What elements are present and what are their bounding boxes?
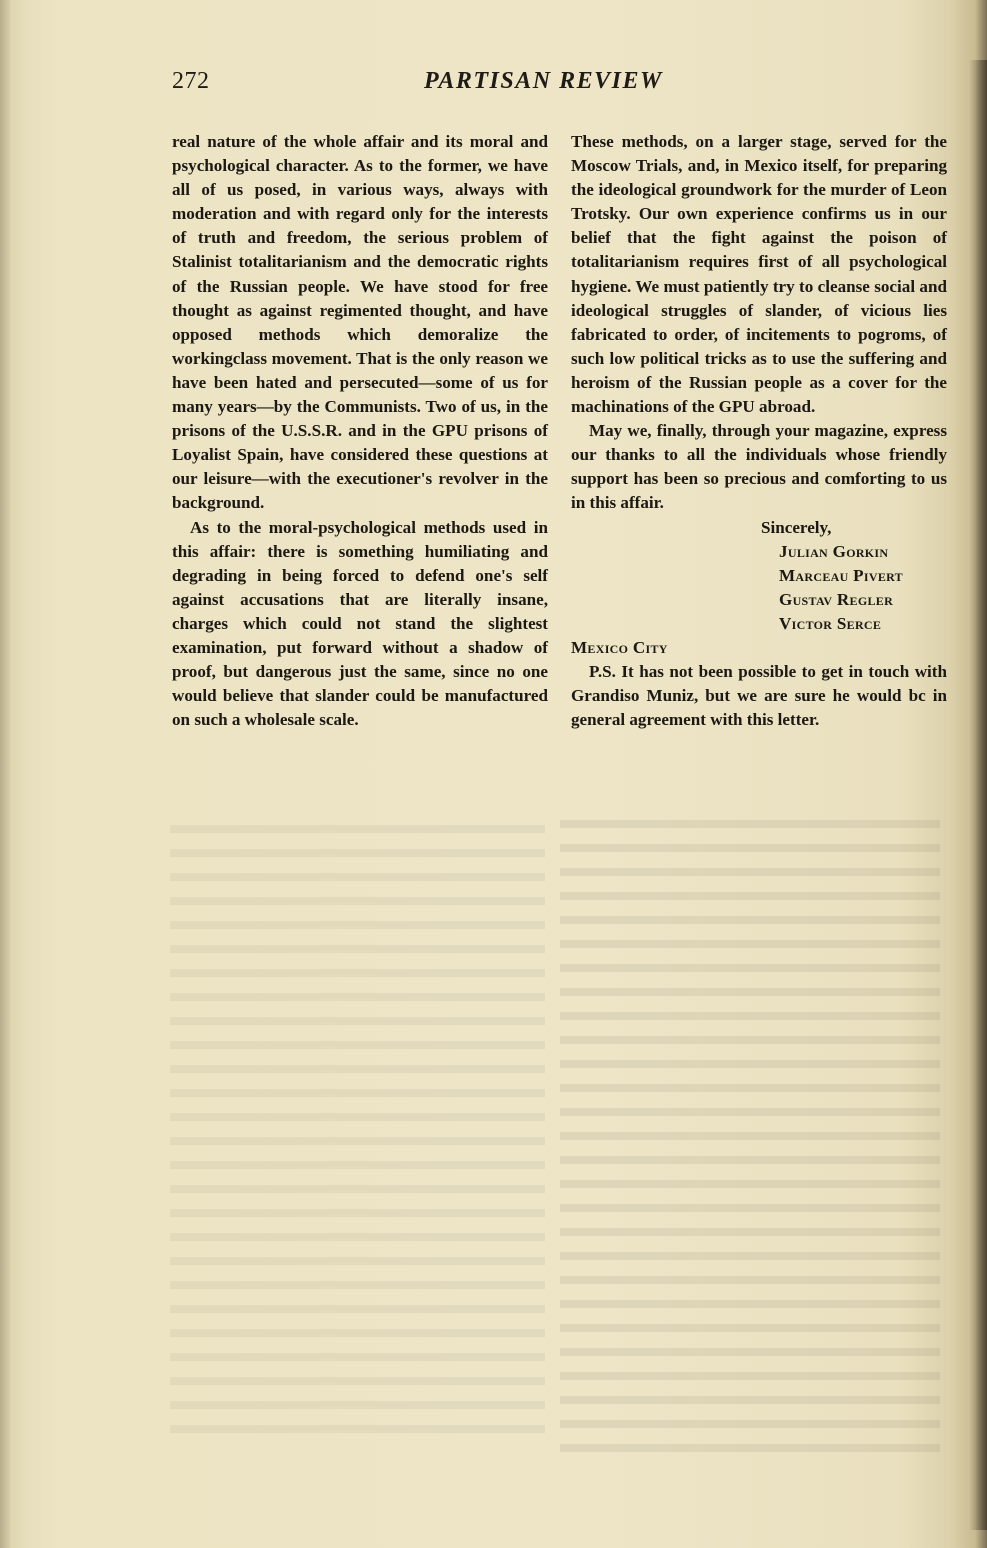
postscript: P.S. It has not been possible to get in touch with Grandiso Muniz, but we are sure he would bc in general agreement with this letter.	[571, 662, 947, 730]
signer-name: Gustav Regler	[779, 589, 894, 609]
binding-edge	[0, 0, 10, 1548]
running-title: PARTISAN REVIEW	[424, 68, 663, 94]
right-column	[571, 130, 947, 732]
signer-name: Victor Serce	[779, 613, 882, 633]
left-paragraph-2: As to the moral-psychological methods used in this affair: there is something humiliating and degrading in being forced to defend one's self against accusations that are literally insane, charges which could not stand the slightest examination, put forward without a shadow of proof, but dangerous just the same, since no one would believe that slander could be manufactured on such a wholesale scale.	[172, 517, 548, 730]
page-header	[172, 68, 957, 108]
page-number: 272	[172, 68, 210, 94]
dateline: Mexico City	[571, 637, 668, 657]
left-column	[172, 130, 548, 732]
signer-name: Marceau Pivert	[779, 565, 903, 585]
show-through-right	[560, 820, 940, 1460]
signer-name: Julian Gorkin	[779, 541, 889, 561]
right-paragraph-2: May we, finally, through your magazine, express our thanks to all the individuals whose friendly support has been so precious and comforting to us in this affair.	[571, 421, 947, 513]
left-paragraph-1: real nature of the whole affair and its moral and psychological character. As to the former, we have all of us posed, in various ways, always with moderation and with regard only for the interests of truth and freedom, the serious problem of Stalinist totalitarianism and the democratic rights of the Russian people. We have stood for free thought as against regimented thought, and have opposed methods which demoralize the workingclass movement. That is the only reason we have been hated and persecuted—some of us for many years—by the Communists. Two of us, in the prisons of the U.S.S.R. and in the GPU prisons of Loyalist Spain, have considered these questions at our leisure—with the executioner's revolver in the background.	[172, 132, 548, 513]
closing-salutation: Sincerely,	[761, 517, 832, 537]
page-curl-shadow	[969, 60, 987, 1530]
show-through-left	[170, 825, 545, 1435]
right-paragraph-1: These methods, on a larger stage, served for the Moscow Trials, and, in Mexico itself, for preparing the ideological groundwork for the murder of Leon Trotsky. Our own experience confirms us in our belief that the fight against the poison of totalitarianism requires first of all psychological hygiene. We must patiently try to cleanse social and ideological struggles of slander, of vicious lies fabricated to order, of incitements to pogroms, of such low political tricks as to use the suffering and heroism of the Russian people as a cover for the machinations of the GPU abroad.	[571, 132, 947, 417]
